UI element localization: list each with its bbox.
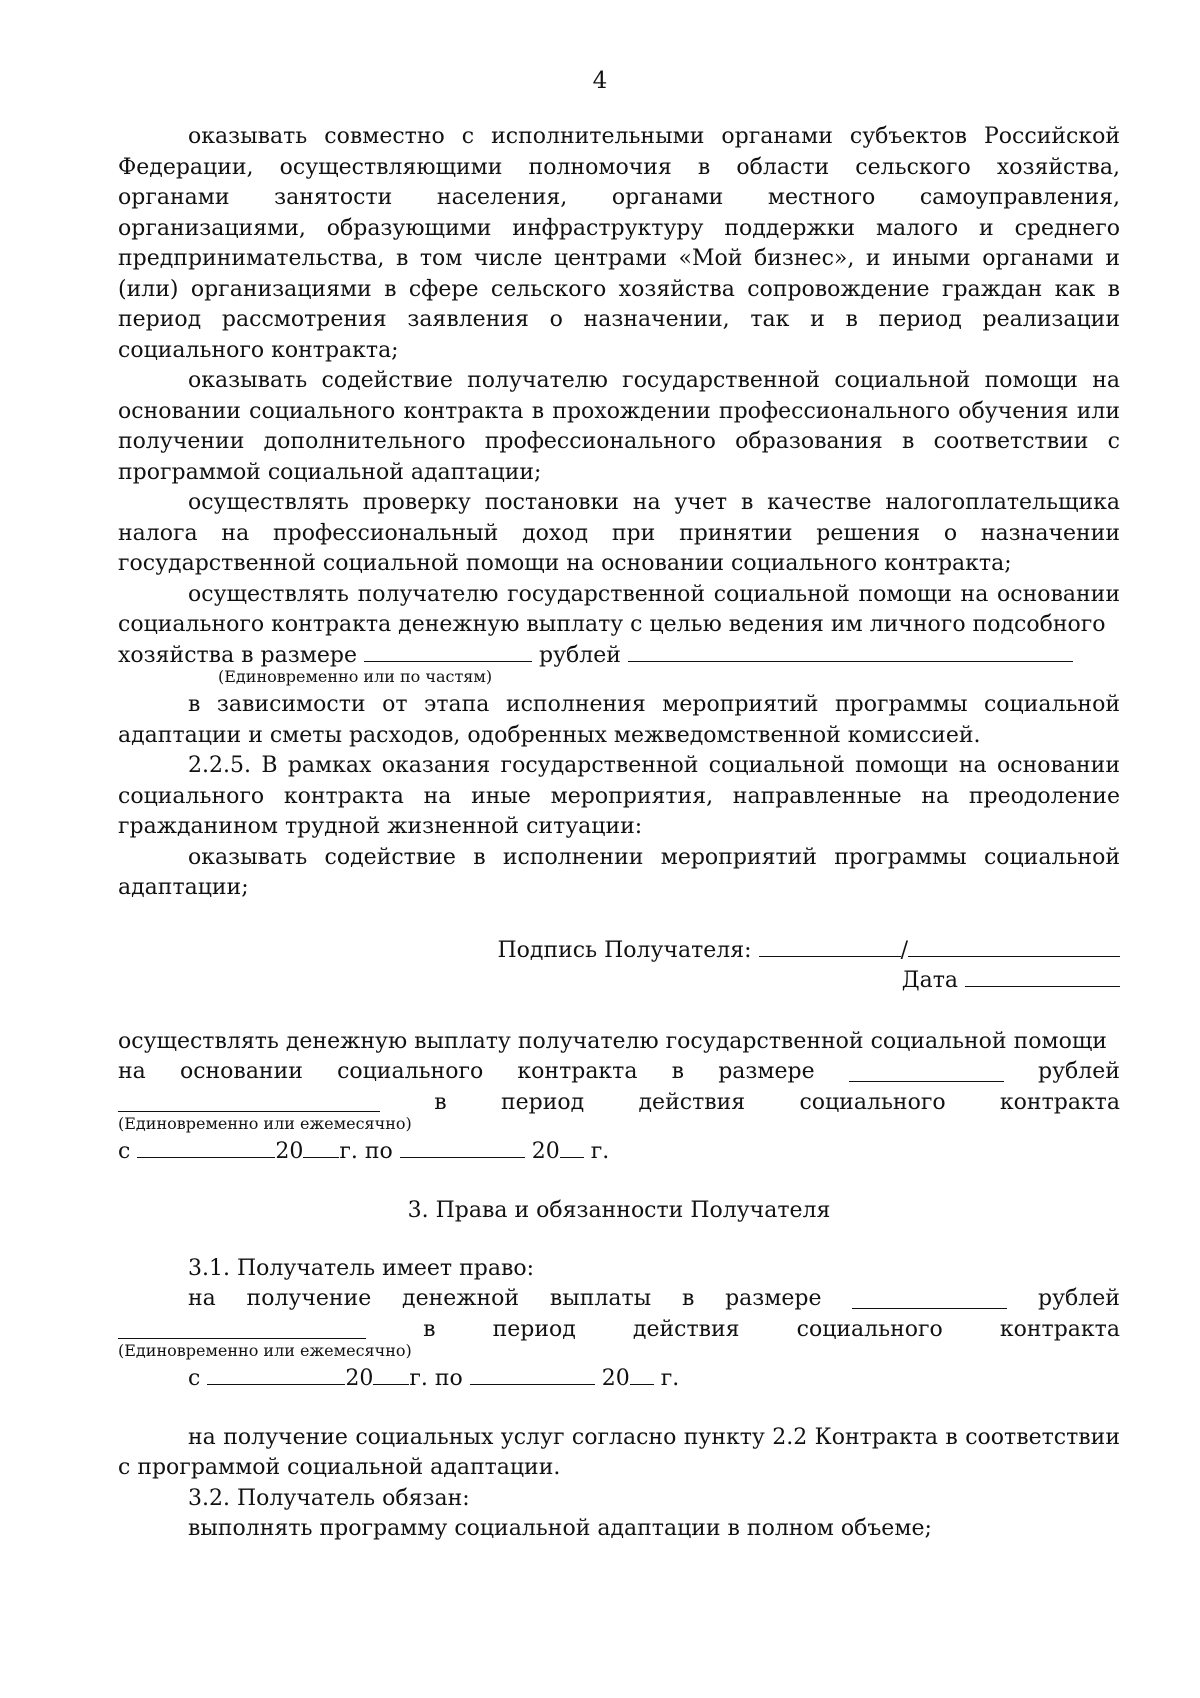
paragraph-social-services: на получение социальных услуг согласно пункту 2.2 Контракта в соответствии с программой социальной адаптации.	[118, 1424, 1120, 1480]
payment-frequency-blank[interactable]	[118, 1110, 380, 1112]
payment-line-1: осуществлять денежную выплату получателю государственной социальной помощи	[118, 1028, 1107, 1054]
payment-frequency-hint: (Единовременно или ежемесячно)	[118, 1114, 412, 1133]
word: контракта	[999, 1316, 1120, 1342]
date-label: Дата	[901, 968, 958, 993]
farm-frequency-hint: (Единовременно или по частям)	[218, 667, 493, 686]
paragraph-tax-check: осуществлять проверку постановки на учет в качестве налогоплательщика налога на профессиональный доход при принятии решения о назначении государственной социальной помощи на основании социального контракта;	[118, 490, 1120, 576]
rights-end-blank[interactable]	[470, 1383, 595, 1385]
rights-line-1	[118, 1284, 1120, 1315]
word: социального	[337, 1059, 484, 1084]
clause-3-2: 3.2. Получатель обязан:	[188, 1485, 470, 1511]
word: рублей	[1038, 1286, 1120, 1311]
word: денежной	[402, 1286, 520, 1311]
word: действия	[632, 1316, 740, 1342]
duty-program-execution: выполнять программу социальной адаптации в полном объеме;	[188, 1516, 932, 1541]
signature-slash: /	[900, 937, 908, 963]
payment-line-2	[118, 1057, 1120, 1088]
rights-frequency-hint: (Единовременно или ежемесячно)	[118, 1341, 412, 1360]
word: в	[671, 1059, 685, 1084]
page-number: 4	[592, 68, 608, 94]
from-label: с	[118, 1139, 131, 1164]
section-3-title: 3. Права и обязанности Получателя	[407, 1197, 831, 1223]
word: контракта	[999, 1089, 1120, 1115]
rights-period-line	[118, 1364, 1120, 1395]
period-start-year-blank[interactable]	[303, 1156, 339, 1158]
word: контракта	[517, 1059, 638, 1084]
word: в	[681, 1286, 695, 1311]
word: размере	[725, 1286, 822, 1311]
year-prefix: 20	[601, 1366, 630, 1391]
from-label: с	[188, 1366, 201, 1391]
farm-amount-blank[interactable]	[364, 660, 532, 662]
word: период	[500, 1089, 585, 1115]
farm-payment-label: хозяйства в размере	[118, 642, 357, 668]
rights-amount-blank[interactable]	[852, 1307, 1007, 1309]
year-to-label: г. по	[409, 1366, 463, 1391]
payment-period-line	[118, 1137, 1120, 1168]
paragraph-training-assistance: оказывать содействие получателю государственной социальной помощи на основании социального контракта в прохождении профессионального обучения или получении дополнительного профессионального образования в соответствии с программой социальной адаптации;	[118, 368, 1120, 485]
word: рублей	[1038, 1059, 1120, 1084]
document-body	[118, 122, 1120, 1545]
word: социального	[799, 1089, 946, 1115]
word: выплаты	[549, 1286, 652, 1311]
period-start-blank[interactable]	[137, 1156, 275, 1158]
year-to-label: г. по	[339, 1139, 393, 1164]
clause-3-1: 3.1. Получатель имеет право:	[188, 1255, 535, 1281]
year-suffix: г.	[660, 1366, 680, 1391]
farm-rubles-label: рублей	[539, 642, 621, 668]
word: получение	[246, 1286, 372, 1311]
payment-amount-blank[interactable]	[849, 1080, 1004, 1082]
period-end-year-blank[interactable]	[560, 1156, 584, 1158]
paragraph-stage-dependency: в зависимости от этапа исполнения мероприятий программы социальной адаптации и сметы расходов, одобренных межведомственной комиссией.	[118, 692, 1120, 748]
word: на	[118, 1059, 146, 1084]
word: действия	[638, 1089, 746, 1115]
word: в	[423, 1316, 436, 1342]
word: основании	[179, 1059, 303, 1084]
word: на	[188, 1286, 216, 1311]
word: в	[434, 1089, 447, 1115]
recipient-signature-line	[118, 936, 1120, 967]
signature-label: Подпись Получателя:	[497, 937, 752, 963]
word: размере	[718, 1059, 815, 1084]
word: период	[492, 1316, 576, 1342]
period-end-blank[interactable]	[400, 1156, 525, 1158]
signature-blank[interactable]	[759, 955, 901, 957]
rights-end-year-blank[interactable]	[630, 1383, 654, 1385]
word: социального	[796, 1316, 943, 1342]
year-prefix: 20	[531, 1139, 560, 1164]
paragraph-other-measures: оказывать содействие в исполнении мероприятий программы социальной адаптации;	[118, 844, 1120, 900]
year-prefix: 20	[345, 1366, 374, 1391]
rights-start-year-blank[interactable]	[373, 1383, 409, 1385]
paragraph-farm-payment: осуществлять получателю государственной социальной помощи на основании социального контракта денежную выплату с целью ведения им личного подсобного	[118, 581, 1120, 637]
signature-name-blank[interactable]	[908, 955, 1120, 957]
signature-date-line	[118, 966, 1120, 997]
year-prefix: 20	[275, 1139, 304, 1164]
farm-frequency-blank[interactable]	[628, 660, 1073, 662]
paragraph-2-2-5: 2.2.5. В рамках оказания государственной социальной помощи на основании социального контракта на иные мероприятия, направленные на преодоление гражданином трудной жизненной ситуации:	[118, 753, 1120, 839]
year-suffix: г.	[590, 1139, 610, 1164]
date-blank[interactable]	[965, 985, 1120, 987]
paragraph-support-accompaniment: оказывать совместно с исполнительными органами субъектов Российской Федерации, осуществляющими полномочия в области сельского хозяйства, органами занятости населения, органами местного самоуправления, организациями, образующими инфраструктуру поддержки малого и среднего предпринимательства, в том числе центрами «Мой бизнес», и иными органами и (или) организациями в сфере сельского хозяйства сопровождение граждан как в период рассмотрения заявления о назначении, так и в период реализации социального контракта;	[118, 124, 1120, 363]
rights-start-blank[interactable]	[207, 1383, 345, 1385]
rights-frequency-blank[interactable]	[118, 1337, 366, 1339]
